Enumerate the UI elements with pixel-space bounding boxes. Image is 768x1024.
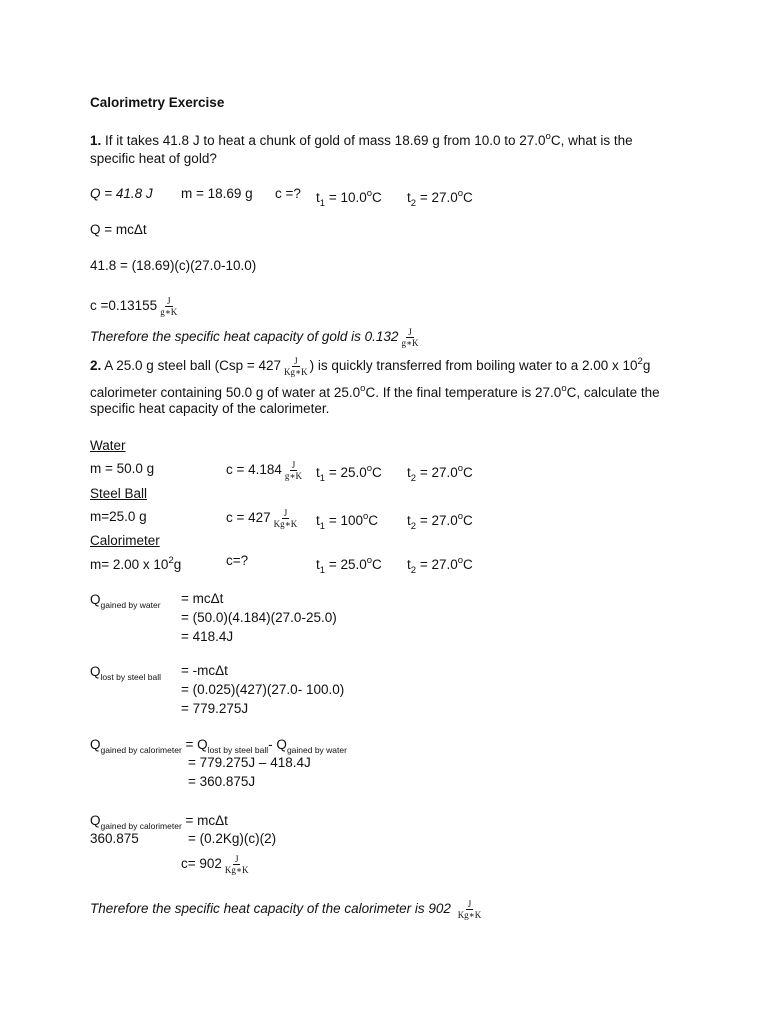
q-gained-water-step-3: = 418.4J — [181, 629, 234, 644]
conclusion-2: Therefore the specific heat capacity of the calorimeter is 902 $\frac{J}{Kg∗K}$ — [90, 899, 482, 920]
unit-fraction: $\frac{J}{g∗K}$ — [401, 327, 419, 348]
q-gained-calorimeter-equation: $Q_{gained by calorimeter} = Q_{lost by steel ball}-$ $Q_{gained by water}$ — [90, 737, 347, 755]
steel-heading: Steel Ball — [90, 486, 148, 501]
question-2-line-3: specific heat capacity of the calorimeter. — [90, 401, 330, 416]
question-1-line-1: 1. If it takes 41.8 J to heat a chunk of gold of mass 18.69 g from 10.0 to 27.0$^o$C, what is the — [90, 131, 633, 148]
water-mass: m = 50.0 g — [90, 461, 155, 476]
q-gained-water-label: $Q_{gained by water}$ — [90, 592, 161, 610]
calorimeter-t2: $t_2 = 27.0^oC$ — [407, 555, 473, 576]
unit-fraction: $\frac{J}{Kg∗K}$ — [273, 508, 298, 529]
steel-t2: $t_2 = 27.0^oC$ — [407, 511, 473, 532]
question-2-line-1: 2. A 25.0 g steel ball (Csp = 427 $\frac{J}{Kg∗K}$ ) is quickly transferred from boiling water to a 2.00 x $10^2g$ — [90, 355, 651, 377]
substitution: 41.8 = (18.69)(c)(27.0-10.0) — [90, 258, 257, 273]
unit-fraction: $\frac{J}{Kg∗K}$ — [224, 854, 249, 875]
c-result: c =0.13155 $\frac{J}{g∗K}$ — [90, 296, 178, 317]
calorimeter-t1: $t_1 = 25.0^oC$ — [316, 555, 382, 576]
calorimeter-value-left: 360.875 — [90, 831, 139, 846]
question-1-number: 1. — [90, 133, 102, 148]
q-lost-steel-step-3: = 779.275J — [181, 701, 249, 716]
given-t2: $t_2 = 27.0^oC$ — [407, 188, 473, 209]
unit-fraction: $\frac{J}{Kg∗K}$ — [457, 899, 482, 920]
water-t1: $t_1 = 25.0^oC$ — [316, 463, 382, 484]
given-m: m = 18.69 g — [181, 186, 253, 201]
water-heading: Water — [90, 438, 126, 453]
calorimeter-mass: m= 2.00 x $10^2g$ — [90, 555, 182, 572]
unit-fraction: $\frac{J}{g∗K}$ — [284, 460, 303, 481]
q-lost-steel-step-1: = -mcΔt — [181, 663, 228, 678]
q-lost-steel-step-2: = (0.025)(427)(27.0- 100.0) — [181, 682, 345, 697]
q-gained-calorimeter-step-3: = 360.875J — [188, 774, 256, 789]
q-gained-calorimeter-formula: $Q_{gained by calorimeter} = mc\Delta t$ — [90, 813, 228, 831]
formula: Q = mcΔt — [90, 222, 147, 237]
question-1-line-2: specific heat of gold? — [90, 151, 217, 166]
unit-fraction: $\frac{J}{Kg∗K}$ — [284, 355, 308, 377]
calorimeter-c: c=? — [226, 553, 249, 568]
water-t2: $t_2 = 27.0^oC$ — [407, 463, 473, 484]
q-gained-calorimeter-step-2: = 779.275J – 418.4J — [188, 755, 311, 770]
given-Q: Q = 41.8 J — [90, 186, 153, 201]
q-gained-water-step-2: = (50.0)(4.184)(27.0-25.0) — [181, 610, 337, 625]
question-2-line-2: calorimeter containing 50.0 g of water at 25.0$^o$C. If the final temperature is 27.0$^o$C, calculate the — [90, 383, 660, 400]
page-title: Calorimetry Exercise — [90, 95, 225, 110]
conclusion-1: Therefore the specific heat capacity of gold is 0.132 $\frac{J}{g∗K}$ — [90, 327, 419, 348]
calorimeter-c-result: c= 902 $\frac{J}{Kg∗K}$ — [181, 854, 249, 875]
q-gained-water-step-1: = mcΔt — [181, 591, 224, 606]
unit-fraction: $\frac{J}{g∗K}$ — [160, 296, 178, 317]
steel-t1: $t_1 = 100^oC$ — [316, 511, 379, 532]
question-2-number: 2. — [90, 358, 102, 373]
given-t1: $t_1 = 10.0^oC$ — [316, 188, 382, 209]
given-c: c =? — [275, 186, 301, 201]
steel-mass: m=25.0 g — [90, 509, 147, 524]
calorimeter-heading: Calorimeter — [90, 533, 160, 548]
q-lost-steel-label: $Q_{lost by steel ball}$ — [90, 664, 161, 682]
calorimeter-value-right: = (0.2Kg)(c)(2) — [188, 831, 277, 846]
steel-c: c = 427 $\frac{J}{Kg∗K}$ — [226, 508, 298, 529]
water-c: c = 4.184 $\frac{J}{g∗K}$ — [226, 460, 303, 481]
